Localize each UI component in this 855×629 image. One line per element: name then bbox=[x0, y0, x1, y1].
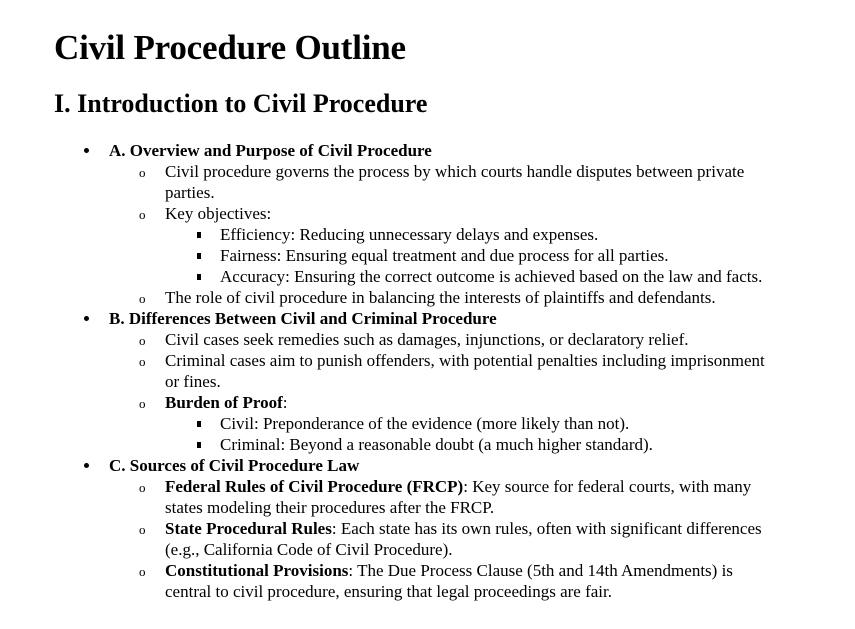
subsection-heading: C. Sources of Civil Procedure Law bbox=[109, 456, 360, 475]
list-subitem bbox=[165, 245, 855, 266]
circle-bullet-icon: o bbox=[139, 564, 146, 579]
square-bullet-icon bbox=[197, 232, 201, 238]
item-text: Criminal cases aim to punish offenders, with potential penalties including imprisonment or fines. bbox=[165, 351, 765, 391]
circle-bullet-icon: o bbox=[139, 522, 146, 537]
item-rest: : The Due Process Clause (5th and 14th Amendments) is central to civil procedure, ensuring that legal proceedings are fair. bbox=[165, 561, 733, 601]
list-item bbox=[109, 287, 855, 308]
item-text: Civil cases seek remedies such as damages, injunctions, or declaratory relief. bbox=[165, 330, 689, 349]
square-bullet-icon bbox=[197, 274, 201, 280]
item-bold-label: Burden of Proof bbox=[165, 393, 283, 412]
item-bold-label: Federal Rules of Civil Procedure (FRCP) bbox=[165, 477, 464, 496]
square-bullet-icon bbox=[197, 421, 201, 427]
list-item bbox=[109, 329, 855, 350]
list-item bbox=[109, 161, 855, 203]
item-text bbox=[165, 392, 765, 413]
document-title: Civil Procedure Outline bbox=[54, 28, 406, 67]
subitem-text: Criminal: Beyond a reasonable doubt (a much higher standard). bbox=[220, 435, 653, 454]
list-item bbox=[109, 203, 855, 287]
item-bold-label: State Procedural Rules bbox=[165, 519, 332, 538]
circle-bullet-icon: o bbox=[139, 207, 146, 222]
subsection-a bbox=[54, 140, 855, 308]
outline-list bbox=[54, 140, 855, 602]
list-subitem bbox=[165, 224, 855, 245]
subitem-text: Accuracy: Ensuring the correct outcome is achieved based on the law and facts. bbox=[220, 267, 763, 286]
item-text bbox=[165, 560, 765, 602]
subsection-c bbox=[54, 455, 855, 602]
bullet-icon bbox=[84, 463, 89, 468]
subsection-heading: A. Overview and Purpose of Civil Procedure bbox=[109, 141, 432, 160]
subsection-b bbox=[54, 308, 855, 455]
square-bullet-icon bbox=[197, 253, 201, 259]
list-item bbox=[109, 560, 855, 602]
item-rest: : Key source for federal courts, with many states modeling their procedures after the FRCP. bbox=[165, 477, 752, 517]
circle-bullet-icon: o bbox=[139, 165, 146, 180]
circle-bullet-icon: o bbox=[139, 396, 146, 411]
list-item bbox=[109, 518, 855, 560]
item-bold-label: Constitutional Provisions bbox=[165, 561, 349, 580]
subitem-text: Fairness: Ensuring equal treatment and due process for all parties. bbox=[220, 246, 669, 265]
item-rest: : Each state has its own rules, often with significant differences (e.g., California Code of Civil Procedure). bbox=[165, 519, 762, 559]
item-text: Civil procedure governs the process by which courts handle disputes between private parties. bbox=[165, 162, 745, 202]
section-heading: I. Introduction to Civil Procedure bbox=[54, 89, 428, 118]
circle-bullet-icon: o bbox=[139, 291, 146, 306]
list-item bbox=[109, 350, 855, 392]
bullet-icon bbox=[84, 316, 89, 321]
list-item bbox=[109, 476, 855, 518]
subitem-text: Efficiency: Reducing unnecessary delays and expenses. bbox=[220, 225, 599, 244]
subsection-heading: B. Differences Between Civil and Criminal Procedure bbox=[109, 309, 497, 328]
circle-bullet-icon: o bbox=[139, 354, 146, 369]
circle-bullet-icon: o bbox=[139, 333, 146, 348]
item-text bbox=[165, 518, 765, 560]
item-text bbox=[165, 476, 765, 518]
item-text: Key objectives: bbox=[165, 204, 272, 223]
list-subitem bbox=[165, 266, 855, 287]
subitem-text: Civil: Preponderance of the evidence (more likely than not). bbox=[220, 414, 630, 433]
item-text: The role of civil procedure in balancing the interests of plaintiffs and defendants. bbox=[165, 288, 716, 307]
item-rest: : bbox=[282, 393, 288, 412]
list-item bbox=[109, 392, 855, 455]
square-bullet-icon bbox=[197, 442, 201, 448]
circle-bullet-icon: o bbox=[139, 480, 146, 495]
list-subitem bbox=[165, 413, 855, 434]
bullet-icon bbox=[84, 148, 89, 153]
list-subitem bbox=[165, 434, 855, 455]
